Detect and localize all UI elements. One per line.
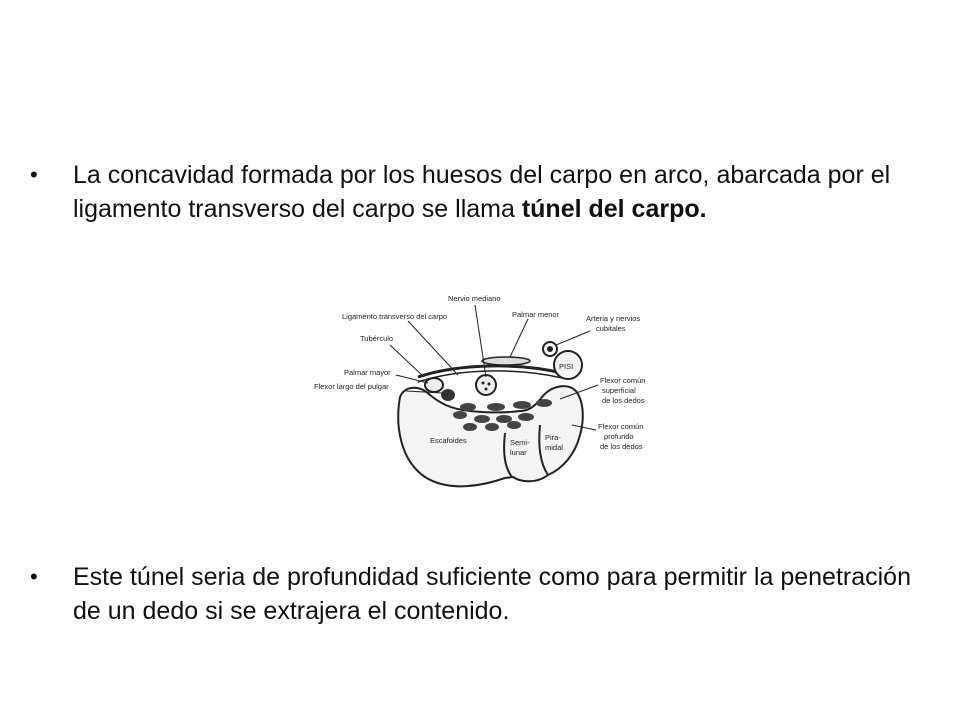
label-semilunar-2: lunar (510, 448, 527, 457)
bullet-text-regular: La concavidad formada por los huesos del carpo en arco, abarcada por el ligamento transverso del carpo se llama (73, 161, 891, 223)
label-flexor-prof-2: profundo (604, 432, 634, 441)
label-arteria-2: cubitales (596, 324, 626, 333)
label-nervio-mediano: Nervio mediano (448, 294, 501, 303)
median-nerve (476, 375, 496, 395)
label-flexor-sup-2: superficial (602, 386, 636, 395)
bullet-text: Este túnel seria de profundidad suficiente como para permitir la penetración de un dedo si se extrajera el contenido. (73, 563, 911, 625)
bullet-text (73, 158, 918, 226)
label-flexor-prof-3: de los dedos (600, 442, 643, 451)
label-piramidal-2: midal (545, 443, 563, 452)
flexor-pollicis-tendon (441, 389, 455, 401)
palmar-mayor-tendon (425, 378, 443, 392)
label-arteria-1: Arteria y nervios (586, 314, 641, 323)
label-pisi: PISI (559, 362, 574, 371)
label-palmar-mayor: Palmar mayor (344, 368, 391, 377)
label-flexor-sup-1: Flexor común (600, 376, 646, 385)
label-escafoides: Escafoides (430, 436, 467, 445)
label-flexor-sup-3: de los dedos (602, 396, 645, 405)
palmar-menor-tendon (482, 357, 530, 365)
label-tuberculo: Tubérculo (360, 334, 394, 343)
label-palmar-menor: Palmar menor (512, 310, 560, 319)
bullet-text-bold: túnel del carpo. (521, 195, 707, 223)
bullet-dot: • (30, 162, 38, 187)
carpal-tunnel-diagram (300, 285, 660, 525)
bullet-dot: • (30, 564, 38, 589)
label-ligamento: Ligamento transverso del carpo (342, 312, 448, 321)
label-flexor-largo: Flexor largo del pulgar (314, 382, 389, 391)
label-semilunar-1: Semi- (510, 438, 530, 447)
label-flexor-prof-1: Flexor común (598, 422, 644, 431)
label-piramidal-1: Pira- (545, 433, 561, 442)
